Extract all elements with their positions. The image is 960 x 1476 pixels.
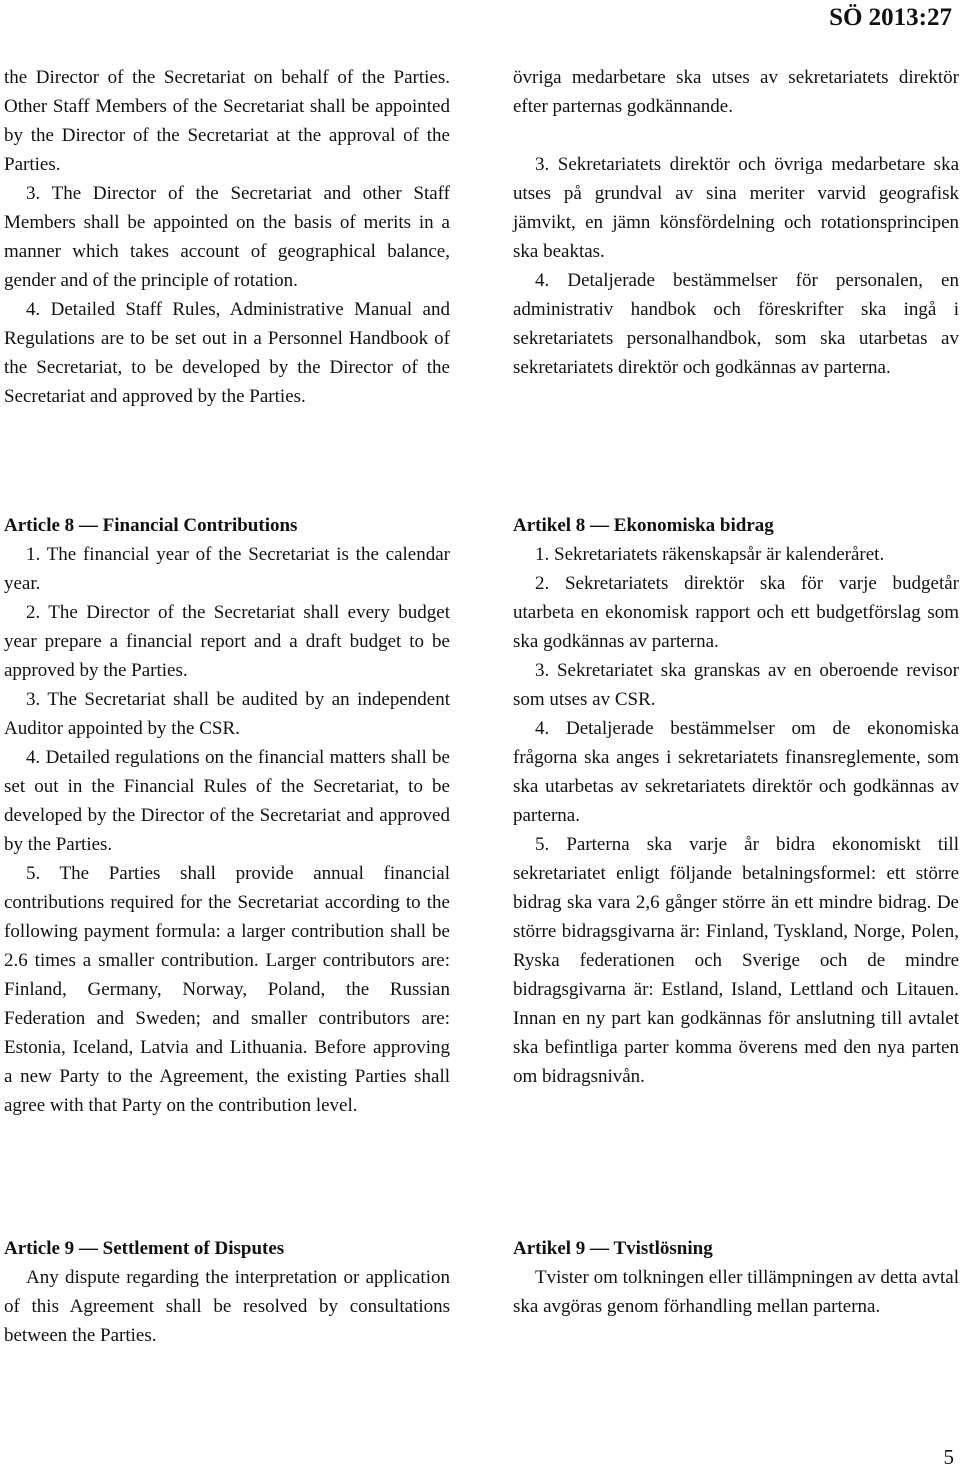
english-continuation-paragraph: the Director of the Secretariat on behalf of the Parties. Other Staff Members of the Secretariat shall be appointed by the Director of the Secretariat at the approval of the Parties.	[4, 67, 450, 175]
swedish-article-8-paragraph-4: 4. Detaljerade bestämmelser om de ekonomiska frågorna ska anges i sekretariatets finansreglemente, som ska utarbetas av sekretariatets direktör och godkännas av parterna.	[513, 718, 959, 826]
swedish-article-8	[513, 511, 959, 1091]
english-article-8-paragraph-4: 4. Detailed regulations on the financial matters shall be set out in the Financial Rules of the Secretariat, to be developed by the Director of the Secretariat and approved by the Parties.	[4, 747, 450, 855]
swedish-paragraph-3: 3. Sekretariatets direktör och övriga medarbetare ska utses på grundval av sina meriter varvid geografisk jämvikt, en jämn könsfördelning och rotationsprincipen ska beaktas.	[513, 154, 959, 262]
english-article-8-paragraph-3: 3. The Secretariat shall be audited by an independent Auditor appointed by the CSR.	[4, 689, 450, 739]
english-top-section	[4, 63, 450, 411]
english-article-9-paragraph: Any dispute regarding the interpretation or application of this Agreement shall be resolved by consultations between the Parties.	[4, 1267, 450, 1346]
english-article-8-paragraph-2: 2. The Director of the Secretariat shall every budget year prepare a financial report and a draft budget to be approved by the Parties.	[4, 602, 450, 681]
english-article-9-heading: Article 9 — Settlement of Disputes	[4, 1238, 285, 1259]
swedish-continuation-paragraph: övriga medarbetare ska utses av sekretariatets direktör efter parternas godkännande.	[513, 67, 959, 117]
document-reference: SÖ 2013:27	[829, 4, 952, 31]
english-paragraph-4: 4. Detailed Staff Rules, Administrative Manual and Regulations are to be set out in a Personnel Handbook of the Secretariat, to be developed by the Director of the Secretariat and approved by the Parties.	[4, 299, 450, 407]
english-article-8-paragraph-1: 1. The financial year of the Secretariat is the calendar year.	[4, 544, 450, 594]
swedish-article-9-paragraph: Tvister om tolkningen eller tillämpningen av detta avtal ska avgöras genom förhandling mellan parterna.	[513, 1267, 959, 1317]
english-article-8-heading: Article 8 — Financial Contributions	[4, 515, 298, 536]
swedish-article-9-heading: Artikel 9 — Tvistlösning	[513, 1238, 713, 1259]
english-article-8	[4, 511, 450, 1120]
english-paragraph-3: 3. The Director of the Secretariat and other Staff Members shall be appointed on the basis of merits in a manner which takes account of geographical balance, gender and of the principle of rotation.	[4, 183, 450, 291]
swedish-top-section	[513, 63, 959, 382]
english-article-9	[4, 1234, 450, 1350]
swedish-paragraph-4: 4. Detaljerade bestämmelser för personalen, en administrativ handbok och föreskrifter ska ingå i sekretariatets personalhandbok, som ska utarbetas av sekretariatets direktör och godkännas av parterna.	[513, 270, 959, 378]
swedish-article-9	[513, 1234, 959, 1321]
swedish-article-8-paragraph-3: 3. Sekretariatet ska granskas av en oberoende revisor som utses av CSR.	[513, 660, 959, 710]
swedish-article-8-paragraph-2: 2. Sekretariatets direktör ska för varje budgetår utarbeta en ekonomisk rapport och ett budgetförslag som ska godkännas av parterna.	[513, 573, 959, 652]
english-article-8-paragraph-5: 5. The Parties shall provide annual financial contributions required for the Secretariat according to the following payment formula: a larger contribution shall be 2.6 times a smaller contribution. Larger contributors are: Finland, Germany, Norway, Poland, the Russian Federation and Sweden; and smaller contributors are: Estonia, Iceland, Latvia and Lithuania. Before approving a new Party to the Agreement, the existing Parties shall agree with that Party on the contribution level.	[4, 863, 450, 1116]
swedish-article-8-paragraph-1: 1. Sekretariatets räkenskapsår är kalenderåret.	[535, 544, 885, 565]
page-number: 5	[943, 1445, 954, 1469]
swedish-article-8-heading: Artikel 8 — Ekonomiska bidrag	[513, 515, 774, 536]
swedish-article-8-paragraph-5: 5. Parterna ska varje år bidra ekonomiskt till sekretariatet enligt följande betalningsformel: ett större bidrag ska vara 2,6 gånger större än ett mindre bidrag. De större bidragsgivarna är: Finland, Tyskland, Norge, Polen, Ryska federationen och Sverige och de mindre bidragsgivarna är: Estland, Island, Lettland och Litauen. Innan en ny part kan godkännas för anslutning till avtalet ska befintliga parter komma överens med den nya parten om bidragsnivån.	[513, 834, 959, 1087]
